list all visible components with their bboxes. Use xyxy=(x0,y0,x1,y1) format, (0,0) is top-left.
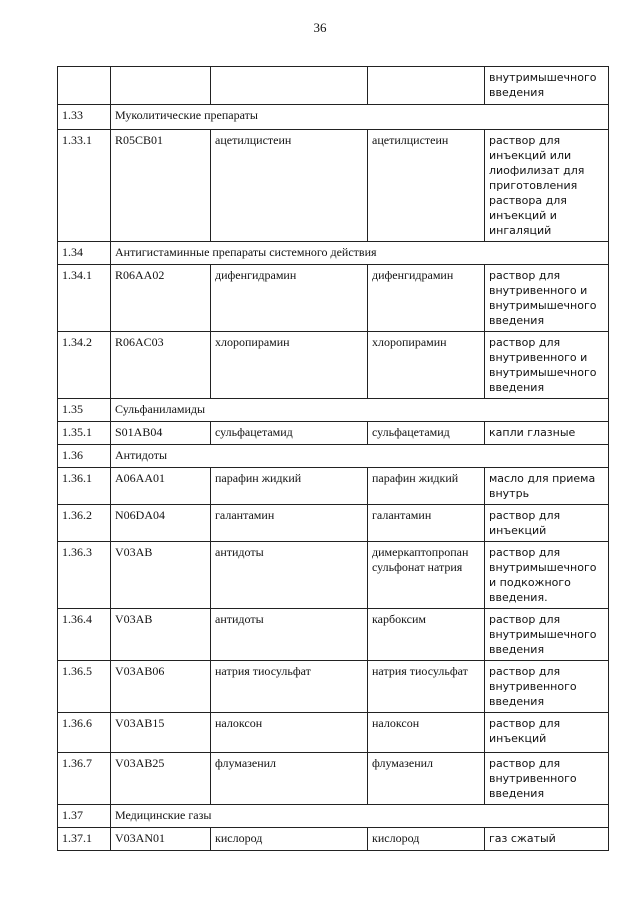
dosage-form: капли глазные xyxy=(485,422,609,445)
group-number: 1.35 xyxy=(58,399,111,422)
group-title: Муколитические препараты xyxy=(111,105,609,130)
dosage-form: раствор для внутримышечного введения xyxy=(485,609,609,661)
item-number: 1.36.5 xyxy=(58,661,111,713)
atc-code xyxy=(111,67,211,105)
dosage-form: внутримышечного введения xyxy=(485,67,609,105)
item-number: 1.36.2 xyxy=(58,505,111,542)
drug-name: натрия тиосульфат xyxy=(368,661,485,713)
table-row xyxy=(58,713,609,753)
table-row xyxy=(58,661,609,713)
drug-name: флумазенил xyxy=(368,753,485,805)
anatomical-group: налоксон xyxy=(211,713,368,753)
anatomical-group: натрия тиосульфат xyxy=(211,661,368,713)
anatomical-group: дифенгидрамин xyxy=(211,265,368,332)
dosage-form: раствор для внутривенного и внутримышечного введения xyxy=(485,332,609,399)
anatomical-group: парафин жидкий xyxy=(211,468,368,505)
drug-table xyxy=(57,66,609,851)
anatomical-group: антидоты xyxy=(211,542,368,609)
item-number: 1.37.1 xyxy=(58,828,111,851)
table-row xyxy=(58,332,609,399)
atc-code: V03AN01 xyxy=(111,828,211,851)
drug-name: хлоропирамин xyxy=(368,332,485,399)
group-number: 1.37 xyxy=(58,805,111,828)
dosage-form: раствор для внутривенного и внутримышечного введения xyxy=(485,265,609,332)
item-number: 1.36.1 xyxy=(58,468,111,505)
dosage-form: раствор для внутривенного введения xyxy=(485,753,609,805)
item-number: 1.35.1 xyxy=(58,422,111,445)
item-number xyxy=(58,67,111,105)
atc-code: V03AB06 xyxy=(111,661,211,713)
atc-code: R05CB01 xyxy=(111,130,211,242)
anatomical-group: флумазенил xyxy=(211,753,368,805)
item-number: 1.36.7 xyxy=(58,753,111,805)
dosage-form: раствор для инъекций или лиофилизат для приготовления раствора для инъекций и ингаляций xyxy=(485,130,609,242)
item-number: 1.34.1 xyxy=(58,265,111,332)
item-number: 1.36.4 xyxy=(58,609,111,661)
group-number: 1.34 xyxy=(58,242,111,265)
anatomical-group: сульфацетамид xyxy=(211,422,368,445)
table-row xyxy=(58,609,609,661)
drug-name: парафин жидкий xyxy=(368,468,485,505)
drug-name xyxy=(368,67,485,105)
anatomical-group: галантамин xyxy=(211,505,368,542)
group-header-row xyxy=(58,105,609,130)
table-row xyxy=(58,542,609,609)
group-header-row xyxy=(58,399,609,422)
anatomical-group xyxy=(211,67,368,105)
anatomical-group: хлоропирамин xyxy=(211,332,368,399)
item-number: 1.34.2 xyxy=(58,332,111,399)
drug-name: димеркаптопропан сульфонат натрия xyxy=(368,542,485,609)
item-number: 1.33.1 xyxy=(58,130,111,242)
group-header-row xyxy=(58,445,609,468)
atc-code: R06AC03 xyxy=(111,332,211,399)
drug-name: кислород xyxy=(368,828,485,851)
group-title: Антигистаминные препараты системного действия xyxy=(111,242,609,265)
dosage-form: раствор для внутримышечного и подкожного введения. xyxy=(485,542,609,609)
atc-code: V03AB xyxy=(111,609,211,661)
table-row xyxy=(58,468,609,505)
table-row xyxy=(58,753,609,805)
drug-name: дифенгидрамин xyxy=(368,265,485,332)
dosage-form: газ сжатый xyxy=(485,828,609,851)
atc-code: V03AB25 xyxy=(111,753,211,805)
group-header-row xyxy=(58,242,609,265)
group-title: Антидоты xyxy=(111,445,609,468)
atc-code: A06AA01 xyxy=(111,468,211,505)
drug-name: карбоксим xyxy=(368,609,485,661)
group-title: Медицинские газы xyxy=(111,805,609,828)
item-number: 1.36.3 xyxy=(58,542,111,609)
dosage-form: раствор для инъекций xyxy=(485,505,609,542)
drug-name: сульфацетамид xyxy=(368,422,485,445)
table-row xyxy=(58,265,609,332)
drug-name: налоксон xyxy=(368,713,485,753)
drug-name: галантамин xyxy=(368,505,485,542)
anatomical-group: кислород xyxy=(211,828,368,851)
atc-code: N06DA04 xyxy=(111,505,211,542)
drug-name: ацетилцистеин xyxy=(368,130,485,242)
item-number: 1.36.6 xyxy=(58,713,111,753)
table-row xyxy=(58,67,609,105)
table-row xyxy=(58,505,609,542)
atc-code: S01AB04 xyxy=(111,422,211,445)
anatomical-group: антидоты xyxy=(211,609,368,661)
page-number: 36 xyxy=(313,20,327,35)
group-header-row xyxy=(58,805,609,828)
anatomical-group: ацетилцистеин xyxy=(211,130,368,242)
table-row xyxy=(58,828,609,851)
group-title: Сульфаниламиды xyxy=(111,399,609,422)
atc-code: R06AA02 xyxy=(111,265,211,332)
group-number: 1.36 xyxy=(58,445,111,468)
atc-code: V03AB15 xyxy=(111,713,211,753)
table-row xyxy=(58,130,609,242)
table-row xyxy=(58,422,609,445)
dosage-form: раствор для внутривенного введения xyxy=(485,661,609,713)
dosage-form: масло для приема внутрь xyxy=(485,468,609,505)
dosage-form: раствор для инъекций xyxy=(485,713,609,753)
atc-code: V03AB xyxy=(111,542,211,609)
group-number: 1.33 xyxy=(58,105,111,130)
